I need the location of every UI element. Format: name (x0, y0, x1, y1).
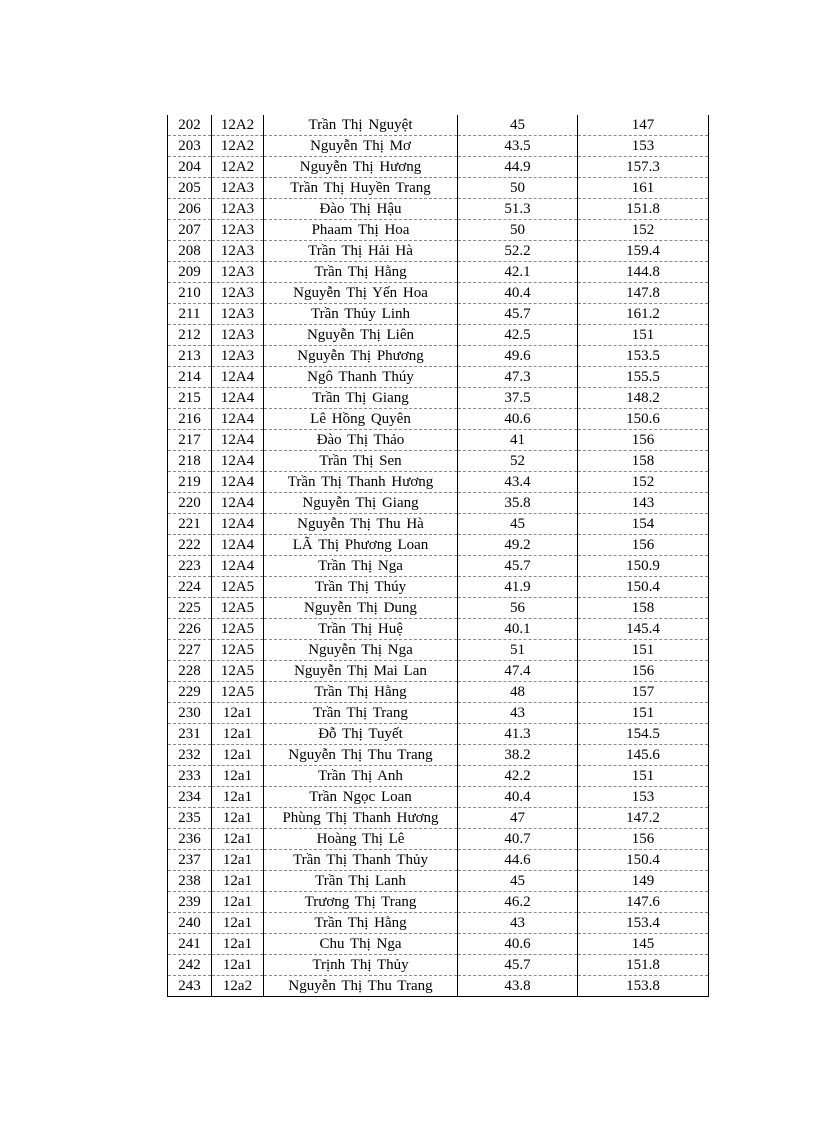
student-name-cell: Trần Thị Nga (264, 556, 458, 577)
student-name-cell: Trần Thị Sen (264, 451, 458, 472)
height-cell: 153 (578, 787, 709, 808)
student-name-cell: Trần Thị Giang (264, 388, 458, 409)
row-number-cell: 202 (168, 115, 212, 136)
row-number-cell: 237 (168, 850, 212, 871)
student-name-cell: Ngô Thanh Thúy (264, 367, 458, 388)
row-number-cell: 241 (168, 934, 212, 955)
student-name-cell: Trịnh Thị Thủy (264, 955, 458, 976)
table-row (168, 136, 709, 157)
weight-cell: 42.1 (458, 262, 578, 283)
class-cell: 12A4 (212, 556, 264, 577)
class-cell: 12A5 (212, 661, 264, 682)
student-name-cell: Trần Thị Huệ (264, 619, 458, 640)
table-row (168, 262, 709, 283)
student-name-cell: Nguyễn Thị Mai Lan (264, 661, 458, 682)
height-cell: 155.5 (578, 367, 709, 388)
weight-cell: 49.6 (458, 346, 578, 367)
class-cell: 12A3 (212, 283, 264, 304)
table-row (168, 430, 709, 451)
weight-cell: 52.2 (458, 241, 578, 262)
row-number-cell: 211 (168, 304, 212, 325)
height-cell: 152 (578, 220, 709, 241)
student-name-cell: Trần Thị Hải Hà (264, 241, 458, 262)
row-number-cell: 233 (168, 766, 212, 787)
table-row (168, 325, 709, 346)
row-number-cell: 221 (168, 514, 212, 535)
student-name-cell: Lê Hồng Quyên (264, 409, 458, 430)
weight-cell: 41 (458, 430, 578, 451)
class-cell: 12A4 (212, 388, 264, 409)
class-cell: 12A5 (212, 619, 264, 640)
table-row (168, 220, 709, 241)
row-number-cell: 229 (168, 682, 212, 703)
table-row (168, 577, 709, 598)
student-name-cell: Nguyễn Thị Phương (264, 346, 458, 367)
table-row (168, 388, 709, 409)
height-cell: 145.4 (578, 619, 709, 640)
weight-cell: 51.3 (458, 199, 578, 220)
class-cell: 12A3 (212, 199, 264, 220)
row-number-cell: 238 (168, 871, 212, 892)
student-name-cell: LÃ Thị Phương Loan (264, 535, 458, 556)
weight-cell: 51 (458, 640, 578, 661)
class-cell: 12A2 (212, 115, 264, 136)
table-row (168, 724, 709, 745)
student-name-cell: Phùng Thị Thanh Hương (264, 808, 458, 829)
table-row (168, 556, 709, 577)
height-cell: 156 (578, 829, 709, 850)
weight-cell: 52 (458, 451, 578, 472)
table-row (168, 829, 709, 850)
row-number-cell: 210 (168, 283, 212, 304)
height-cell: 147.6 (578, 892, 709, 913)
weight-cell: 35.8 (458, 493, 578, 514)
class-cell: 12a1 (212, 850, 264, 871)
row-number-cell: 239 (168, 892, 212, 913)
weight-cell: 56 (458, 598, 578, 619)
student-name-cell: Trần Thị Trang (264, 703, 458, 724)
weight-cell: 50 (458, 178, 578, 199)
row-number-cell: 240 (168, 913, 212, 934)
student-name-cell: Trần Ngọc Loan (264, 787, 458, 808)
class-cell: 12A3 (212, 241, 264, 262)
row-number-cell: 232 (168, 745, 212, 766)
student-name-cell: Nguyễn Thị Mơ (264, 136, 458, 157)
class-cell: 12A4 (212, 367, 264, 388)
weight-cell: 43 (458, 913, 578, 934)
table-row (168, 346, 709, 367)
row-number-cell: 208 (168, 241, 212, 262)
class-cell: 12a1 (212, 955, 264, 976)
class-cell: 12A5 (212, 577, 264, 598)
class-cell: 12a1 (212, 892, 264, 913)
height-cell: 158 (578, 451, 709, 472)
student-name-cell: Đào Thị Thảo (264, 430, 458, 451)
weight-cell: 49.2 (458, 535, 578, 556)
table-row (168, 934, 709, 955)
table-row (168, 703, 709, 724)
row-number-cell: 206 (168, 199, 212, 220)
row-number-cell: 216 (168, 409, 212, 430)
row-number-cell: 235 (168, 808, 212, 829)
row-number-cell: 223 (168, 556, 212, 577)
height-cell: 145 (578, 934, 709, 955)
weight-cell: 40.6 (458, 934, 578, 955)
row-number-cell: 225 (168, 598, 212, 619)
class-cell: 12a1 (212, 808, 264, 829)
weight-cell: 43.5 (458, 136, 578, 157)
student-name-cell: Hoàng Thị Lê (264, 829, 458, 850)
weight-cell: 41.3 (458, 724, 578, 745)
row-number-cell: 222 (168, 535, 212, 556)
row-number-cell: 205 (168, 178, 212, 199)
table-row (168, 304, 709, 325)
class-cell: 12A5 (212, 682, 264, 703)
row-number-cell: 224 (168, 577, 212, 598)
table-row (168, 892, 709, 913)
student-name-cell: Đỗ Thị Tuyết (264, 724, 458, 745)
class-cell: 12A4 (212, 430, 264, 451)
table-row (168, 640, 709, 661)
table-row (168, 871, 709, 892)
row-number-cell: 230 (168, 703, 212, 724)
row-number-cell: 227 (168, 640, 212, 661)
student-name-cell: Trần Thị Thanh Thủy (264, 850, 458, 871)
height-cell: 148.2 (578, 388, 709, 409)
table-row (168, 157, 709, 178)
height-cell: 147.8 (578, 283, 709, 304)
student-name-cell: Chu Thị Nga (264, 934, 458, 955)
height-cell: 151 (578, 703, 709, 724)
table-row (168, 661, 709, 682)
student-name-cell: Nguyễn Thị Thu Trang (264, 976, 458, 997)
row-number-cell: 243 (168, 976, 212, 997)
student-name-cell: Nguyễn Thị Dung (264, 598, 458, 619)
row-number-cell: 228 (168, 661, 212, 682)
row-number-cell: 204 (168, 157, 212, 178)
student-name-cell: Nguyễn Thị Yến Hoa (264, 283, 458, 304)
height-cell: 156 (578, 430, 709, 451)
weight-cell: 40.4 (458, 787, 578, 808)
weight-cell: 40.7 (458, 829, 578, 850)
class-cell: 12A4 (212, 535, 264, 556)
class-cell: 12a1 (212, 787, 264, 808)
height-cell: 154 (578, 514, 709, 535)
student-name-cell: Trần Thị Lanh (264, 871, 458, 892)
table-row (168, 241, 709, 262)
height-cell: 152 (578, 472, 709, 493)
student-name-cell: Phaam Thị Hoa (264, 220, 458, 241)
row-number-cell: 226 (168, 619, 212, 640)
row-number-cell: 203 (168, 136, 212, 157)
weight-cell: 38.2 (458, 745, 578, 766)
weight-cell: 45 (458, 115, 578, 136)
height-cell: 156 (578, 535, 709, 556)
height-cell: 151 (578, 325, 709, 346)
height-cell: 154.5 (578, 724, 709, 745)
row-number-cell: 236 (168, 829, 212, 850)
table-row (168, 178, 709, 199)
student-name-cell: Đào Thị Hậu (264, 199, 458, 220)
student-name-cell: Trần Thủy Linh (264, 304, 458, 325)
weight-cell: 47.4 (458, 661, 578, 682)
class-cell: 12a2 (212, 976, 264, 997)
student-name-cell: Nguyễn Thị Nga (264, 640, 458, 661)
class-cell: 12A4 (212, 451, 264, 472)
class-cell: 12A4 (212, 493, 264, 514)
row-number-cell: 207 (168, 220, 212, 241)
height-cell: 153.5 (578, 346, 709, 367)
height-cell: 150.4 (578, 577, 709, 598)
table-row (168, 367, 709, 388)
student-table-body (168, 115, 709, 997)
student-name-cell: Trương Thị Trang (264, 892, 458, 913)
height-cell: 151 (578, 640, 709, 661)
height-cell: 153.4 (578, 913, 709, 934)
height-cell: 147 (578, 115, 709, 136)
table-row (168, 409, 709, 430)
student-name-cell: Nguyễn Thị Hương (264, 157, 458, 178)
table-row (168, 955, 709, 976)
student-name-cell: Trần Thị Huyền Trang (264, 178, 458, 199)
class-cell: 12A5 (212, 640, 264, 661)
table-row (168, 598, 709, 619)
table-row (168, 115, 709, 136)
class-cell: 12A4 (212, 472, 264, 493)
class-cell: 12A3 (212, 346, 264, 367)
row-number-cell: 231 (168, 724, 212, 745)
student-name-cell: Nguyễn Thị Thu Hà (264, 514, 458, 535)
student-name-cell: Nguyễn Thị Giang (264, 493, 458, 514)
table-row (168, 976, 709, 997)
table-row (168, 619, 709, 640)
class-cell: 12a1 (212, 913, 264, 934)
student-name-cell: Trần Thị Thanh Hương (264, 472, 458, 493)
weight-cell: 40.4 (458, 283, 578, 304)
table-row (168, 199, 709, 220)
row-number-cell: 215 (168, 388, 212, 409)
row-number-cell: 217 (168, 430, 212, 451)
table-row (168, 808, 709, 829)
class-cell: 12A3 (212, 304, 264, 325)
weight-cell: 43.4 (458, 472, 578, 493)
student-name-cell: Trần Thị Thúy (264, 577, 458, 598)
class-cell: 12A5 (212, 598, 264, 619)
class-cell: 12A4 (212, 409, 264, 430)
row-number-cell: 218 (168, 451, 212, 472)
height-cell: 144.8 (578, 262, 709, 283)
student-name-cell: Nguyễn Thị Thu Trang (264, 745, 458, 766)
weight-cell: 45 (458, 871, 578, 892)
table-row (168, 787, 709, 808)
class-cell: 12A3 (212, 220, 264, 241)
class-cell: 12a1 (212, 766, 264, 787)
height-cell: 158 (578, 598, 709, 619)
height-cell: 159.4 (578, 241, 709, 262)
table-row (168, 682, 709, 703)
row-number-cell: 234 (168, 787, 212, 808)
class-cell: 12a1 (212, 724, 264, 745)
weight-cell: 50 (458, 220, 578, 241)
student-name-cell: Nguyễn Thị Liên (264, 325, 458, 346)
table-row (168, 472, 709, 493)
class-cell: 12a1 (212, 934, 264, 955)
table-row (168, 283, 709, 304)
class-cell: 12A3 (212, 325, 264, 346)
weight-cell: 44.6 (458, 850, 578, 871)
height-cell: 157.3 (578, 157, 709, 178)
student-name-cell: Trần Thị Hằng (264, 913, 458, 934)
weight-cell: 42.5 (458, 325, 578, 346)
table-row (168, 451, 709, 472)
weight-cell: 47 (458, 808, 578, 829)
class-cell: 12A3 (212, 262, 264, 283)
weight-cell: 42.2 (458, 766, 578, 787)
table-row (168, 535, 709, 556)
student-name-cell: Trần Thị Hằng (264, 682, 458, 703)
row-number-cell: 209 (168, 262, 212, 283)
height-cell: 161 (578, 178, 709, 199)
height-cell: 151.8 (578, 955, 709, 976)
weight-cell: 43 (458, 703, 578, 724)
class-cell: 12A2 (212, 157, 264, 178)
height-cell: 150.9 (578, 556, 709, 577)
class-cell: 12a1 (212, 829, 264, 850)
height-cell: 149 (578, 871, 709, 892)
height-cell: 150.4 (578, 850, 709, 871)
row-number-cell: 219 (168, 472, 212, 493)
table-row (168, 850, 709, 871)
class-cell: 12a1 (212, 745, 264, 766)
weight-cell: 44.9 (458, 157, 578, 178)
weight-cell: 45.7 (458, 304, 578, 325)
height-cell: 147.2 (578, 808, 709, 829)
height-cell: 143 (578, 493, 709, 514)
height-cell: 150.6 (578, 409, 709, 430)
height-cell: 151.8 (578, 199, 709, 220)
table-row (168, 493, 709, 514)
weight-cell: 37.5 (458, 388, 578, 409)
weight-cell: 45 (458, 514, 578, 535)
class-cell: 12A3 (212, 178, 264, 199)
height-cell: 145.6 (578, 745, 709, 766)
height-cell: 157 (578, 682, 709, 703)
class-cell: 12A4 (212, 514, 264, 535)
student-name-cell: Trần Thị Nguyệt (264, 115, 458, 136)
student-name-cell: Trần Thị Hằng (264, 262, 458, 283)
row-number-cell: 242 (168, 955, 212, 976)
height-cell: 156 (578, 661, 709, 682)
table-row (168, 913, 709, 934)
weight-cell: 48 (458, 682, 578, 703)
class-cell: 12a1 (212, 871, 264, 892)
table-row (168, 514, 709, 535)
height-cell: 161.2 (578, 304, 709, 325)
height-cell: 151 (578, 766, 709, 787)
student-name-cell: Trần Thị Anh (264, 766, 458, 787)
weight-cell: 45.7 (458, 556, 578, 577)
class-cell: 12A2 (212, 136, 264, 157)
table-row (168, 766, 709, 787)
height-cell: 153 (578, 136, 709, 157)
height-cell: 153.8 (578, 976, 709, 997)
row-number-cell: 220 (168, 493, 212, 514)
row-number-cell: 214 (168, 367, 212, 388)
class-cell: 12a1 (212, 703, 264, 724)
table-row (168, 745, 709, 766)
weight-cell: 43.8 (458, 976, 578, 997)
weight-cell: 46.2 (458, 892, 578, 913)
weight-cell: 41.9 (458, 577, 578, 598)
student-table (167, 115, 709, 997)
weight-cell: 40.6 (458, 409, 578, 430)
weight-cell: 47.3 (458, 367, 578, 388)
row-number-cell: 212 (168, 325, 212, 346)
weight-cell: 40.1 (458, 619, 578, 640)
row-number-cell: 213 (168, 346, 212, 367)
weight-cell: 45.7 (458, 955, 578, 976)
